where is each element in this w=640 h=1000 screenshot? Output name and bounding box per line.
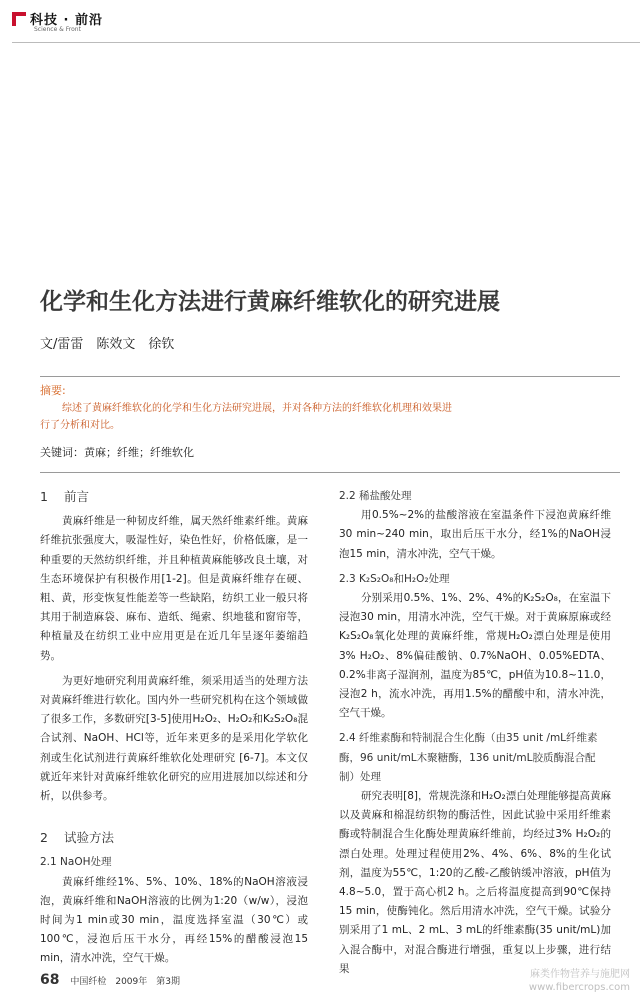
subsection-2-3-paragraph: 分别采用0.5%、1%、2%、4%的K₂S₂O₈，在室温下浸泡30 min，用清水冲洗，空气干燥。对于黄麻原麻或经K₂S₂O₈氧化处理的黄麻纤维，常规H₂O₂漂白处理是使用3% H₂O₂、8%偏硅酸钠、0.7%NaOH、0.05%EDTA、0.2%非离子湿润剂，温度为85℃，pH值为10.8~11.0，浸泡2 h，流水冲洗，再用1.5%的醋酸中和，清水冲洗，空气干燥。 [339,592,611,720]
section-2-heading [40,828,308,847]
watermark-line-2: www.fibercrops.com [528,982,630,993]
page-footer [40,972,180,988]
section-logo-mark [12,12,26,26]
article-title: 化学和生化方法进行黄麻纤维软化的研究进展 [40,288,500,315]
subsection-2-1-paragraph: 黄麻纤维经1%、5%、10%、18%的NaOH溶液浸泡，黄麻纤维和NaOH溶液的比例为1:20（w/w），浸泡时间为1 min或30 min，温度选择室温（30℃）或100℃，浸泡后压干水分，再经15%的醋酸浸泡15 min，清水冲洗，空气干燥。 [40,875,308,965]
subsection-2-4-title: 2.4 纤维素酶和特制混合生化酶（由35 unit /mL纤维素酶，96 unit/mL木聚糖酶，136 unit/mL胶质酶混合配制）处理 [339,732,598,783]
page-header [0,0,640,60]
section-1-number: 1 [40,489,48,504]
keywords: 关键词：黄麻；纤维；纤维软化 [40,446,194,459]
abstract-text: 综述了黄麻纤维软化的化学和生化方法研究进展，并对各种方法的纤维软化机理和效果进行了分析和对比。 [40,403,452,431]
page-number: 68 [40,972,60,988]
section-1-paragraph-1: 黄麻纤维是一种韧皮纤维，属天然纤维素纤维。黄麻纤维抗张强度大，吸湿性好，染色性好，价格低廉，是一种重要的天然纺织纤维，并且种植黄麻能够改良土壤，对生态环境保护有积极作用[1-2]。但是黄麻纤维存在硬、粗、黄，形变恢复性能差等一些缺陷，纺织工业一般只将其用于制造麻袋、麻布、造纸、绳索、织地毯和窗帘等，种植量及在纺织工业中应用更是在近几年呈逐年萎缩趋势。 [40,515,308,662]
section-2-title: 试验方法 [64,830,115,846]
section-2-number: 2 [40,830,48,846]
left-column [40,487,308,975]
subsection-2-2-title: 2.2 稀盐酸处理 [339,490,412,502]
watermark-line-1: 麻类作物营养与施肥网 [530,969,630,980]
keywords-rule [40,472,620,473]
subsection-2-2-paragraph: 用0.5%~2%的盐酸溶液在室温条件下浸泡黄麻纤维30 min~240 min，取出后压干水分，经1%的NaOH浸泡15 min，清水冲洗，空气干燥。 [339,509,611,560]
article-authors: 文/雷雷 陈效文 徐钦 [40,337,175,352]
watermark [529,968,630,994]
header-rule [12,42,640,43]
right-column [339,487,611,985]
section-subtitle: Science & Front [34,26,81,33]
subsection-2-3-title: 2.3 K₂S₂O₈和H₂O₂处理 [339,572,450,585]
abstract-label: 摘要: [40,384,66,397]
section-1-heading [40,487,308,506]
journal-info: 中国纤检 2009年 第3期 [70,977,180,987]
subsection-2-1-title: 2.1 NaOH处理 [40,856,112,869]
section-1-title: 前言 [64,489,90,504]
section-title: 科技 · 前沿 [30,13,103,28]
subsection-2-4-paragraph: 研究表明[8]，常规洗涤和H₂O₂漂白处理能够提高黄麻以及黄麻和棉混纺织物的酶活性，因此试验中采用纤维素酶或特制混合生化酶处理黄麻纤维前，均经过3% H₂O₂的漂白处理。处理过程使用2%、4%、6%、8%的生化试剂，温度为55℃，1:20的乙酸-乙酸钠缓冲溶液，pH值为4.8~5.0，置于高心机2 h。之后将温度提高到90℃保持15 min，使酶钝化。然后用清水冲洗，空气干燥。试验分别采用了1 mL、2 mL、3 mL的纤维素酶(35 unit/mL)加入混合酶中，对混合酶进行增强，重复以上步骤，进行结果 [339,790,611,975]
abstract-top-rule [40,376,620,377]
section-1-paragraph-2: 为更好地研究利用黄麻纤维，须采用适当的处理方法对黄麻纤维进行软化。国内外一些研究机构在这个领域做了很多工作，多数研究[3-5]使用H₂O₂、H₂O₂和K₂S₂O₈混合试剂、NaOH、HCl等，近年来更多的是采用化学软化剂或生化试剂进行黄麻纤维软化处理研究 [6-7]。本文仅就近年来针对黄麻纤维软化研究的应用进展加以综述和分析，以供参考。 [40,674,308,803]
